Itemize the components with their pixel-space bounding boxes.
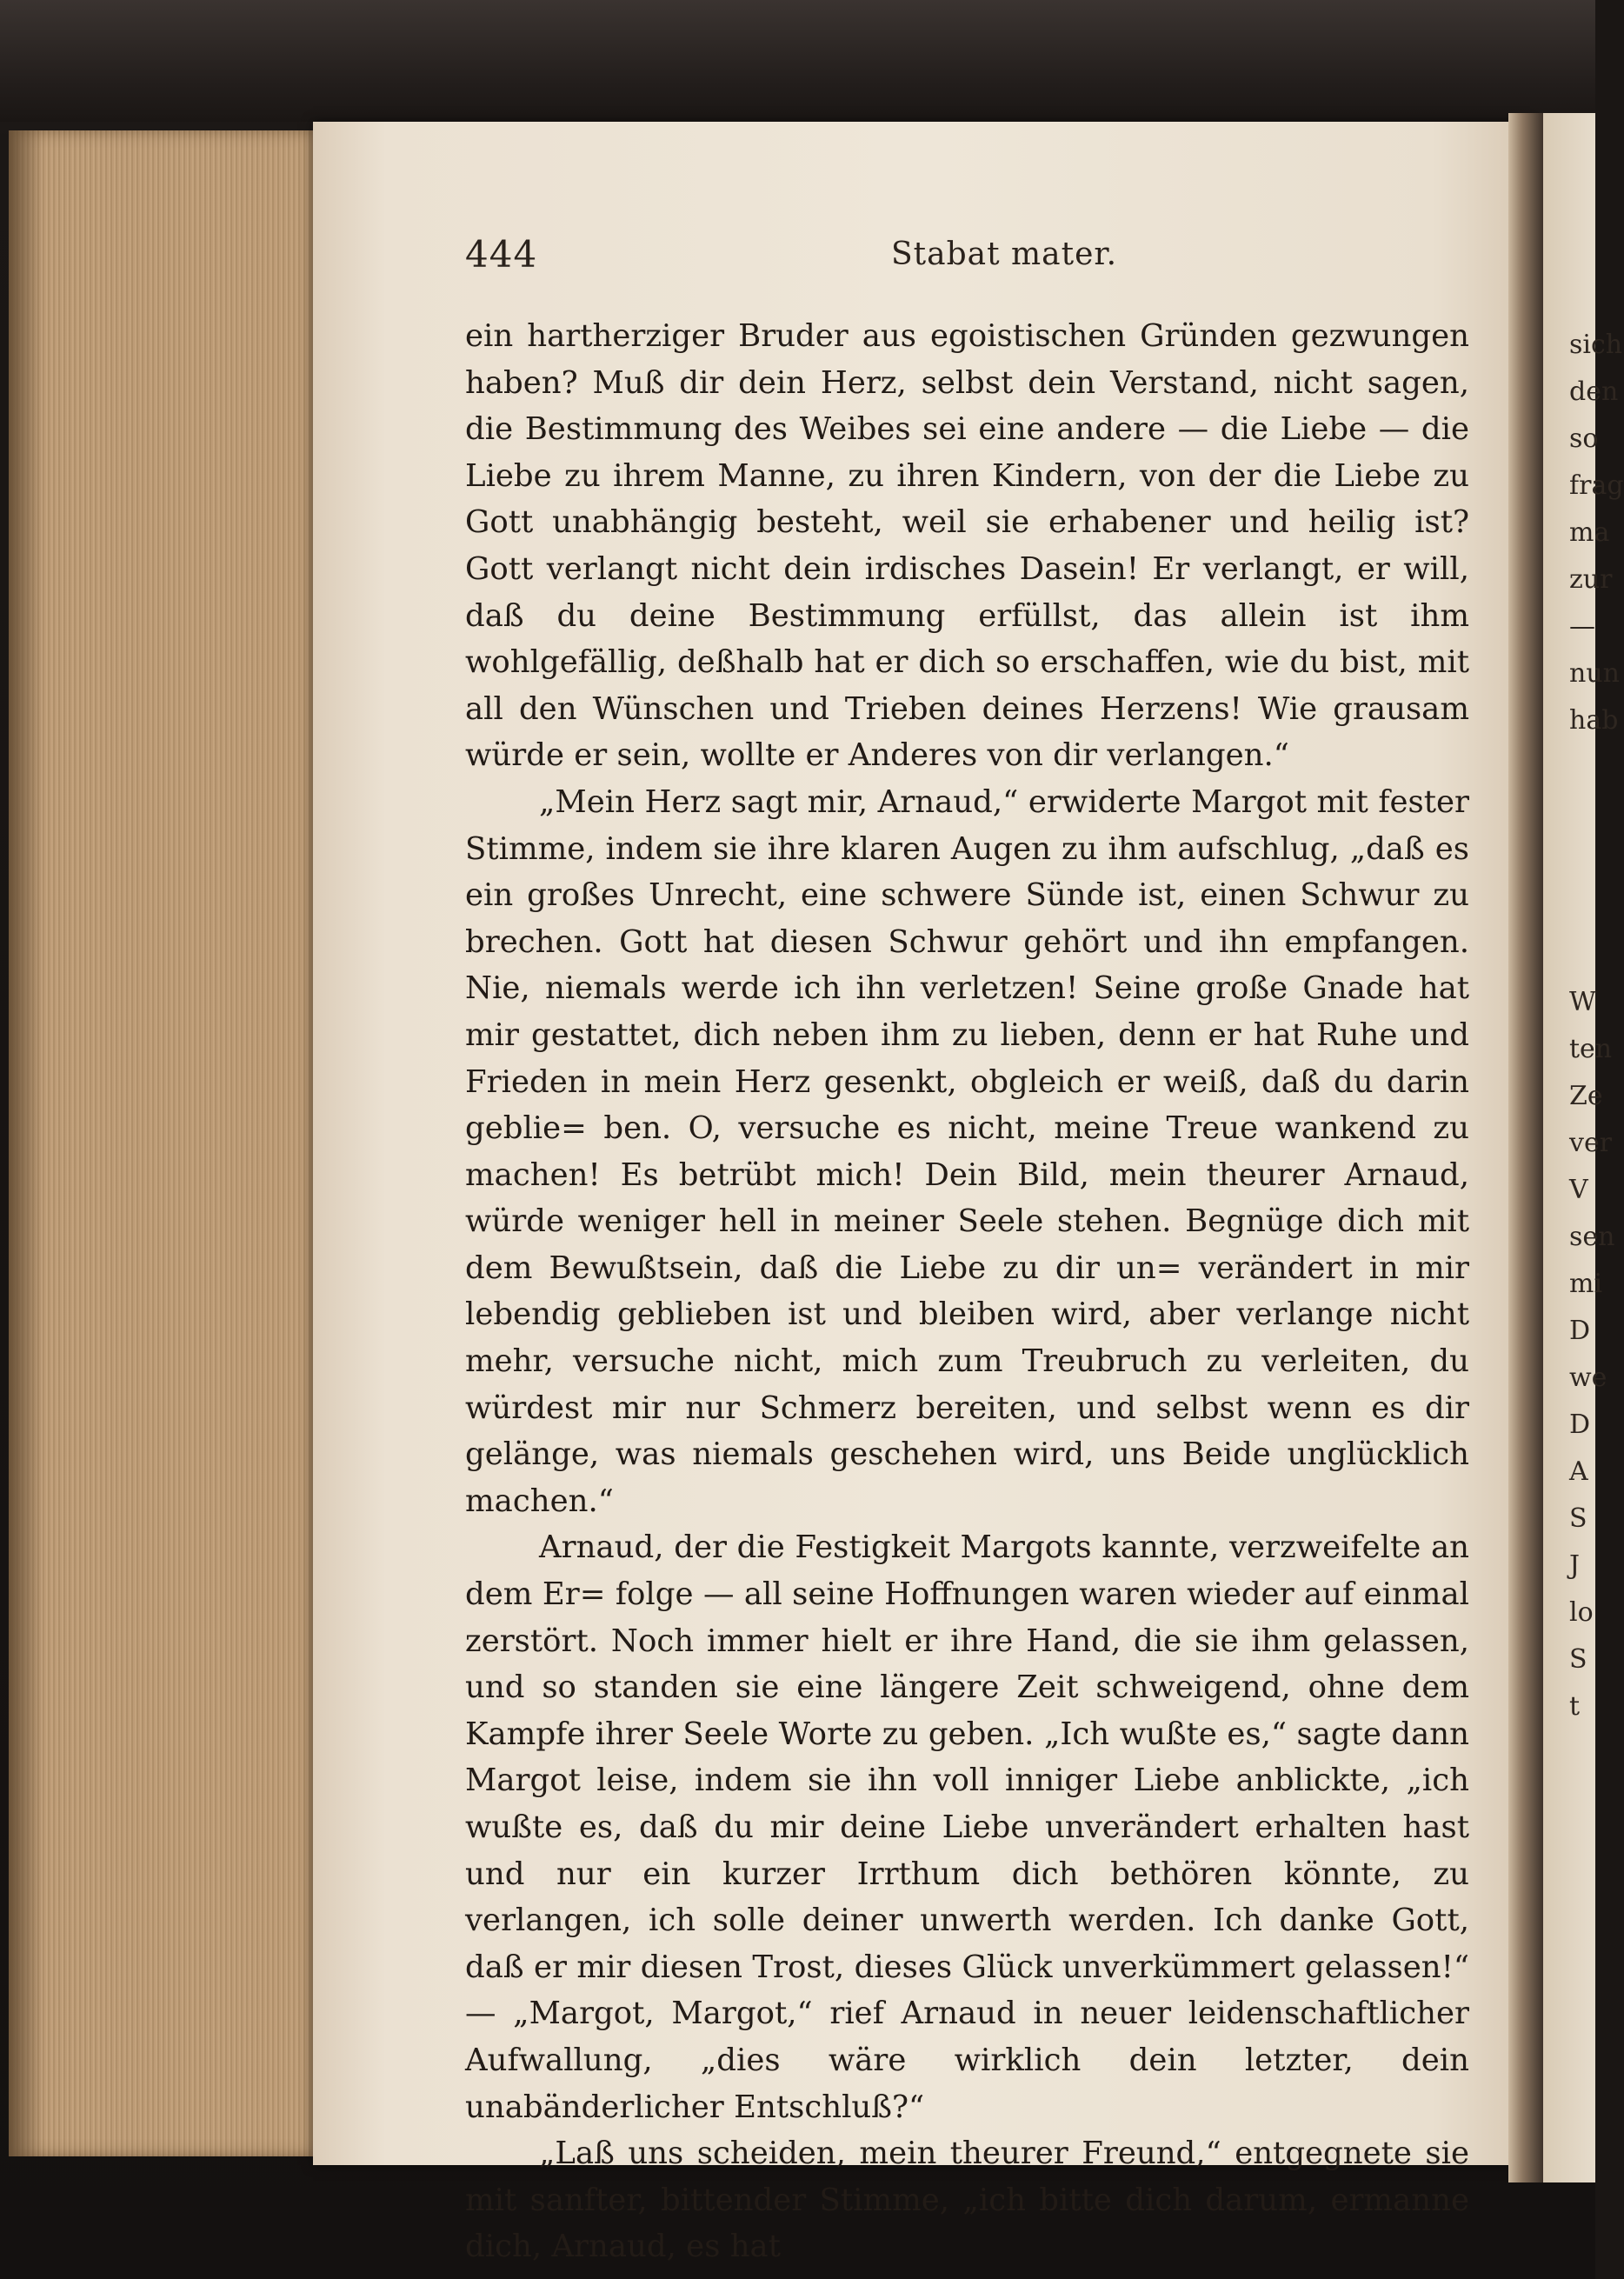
running-title: Stabat mater. bbox=[891, 237, 1118, 272]
paragraph-2: „Mein Herz sagt mir, Arnaud,“ erwiderte Margot mit fester Stimme, indem sie ihre klaren Augen zu ihm aufschlug, „daß es ein großes Unrecht, eine schwere Sünde ist, einen Schwur zu brechen. Gott hat diesen Schwur gehört und ihn empfangen. Nie, niemals werde ich ihn verletzen! Seine große Gnade hat mir gestattet, dich neben ihm zu lieben, denn er hat Ruhe und Frieden in mein Herz gesenkt, obgleich er weiß, daß du darin geblie= ben. O, versuche es nicht, meine Treue wankend zu machen! Es betrübt mich! Dein Bild, mein theurer Arnaud, würde weniger hell in meiner Seele stehen. Begnüge dich mit dem Bewußtsein, daß die Liebe zu dir un= verändert in mir lebendig geblieben ist und bleiben wird, aber verlange nicht mehr, versuche nicht, mich zum Treubruch zu verleiten, du würdest mir nur Schmerz bereiten, und selbst wenn es dir gelänge, was niemals geschehen wird, uns Beide unglücklich machen.“ bbox=[465, 783, 1469, 1519]
paragraph-4: „Laß uns scheiden, mein theurer Freund,“ entgegnete sie mit sanfter, bittender Stimme, „ich bitte dich darum, ermanne dich, Arnaud, es hat bbox=[465, 2136, 1469, 2265]
top-shadow bbox=[0, 0, 1595, 122]
facing-page-text: sich den so frag ma zur — nun hab W ten Ze ver V sen mi D we D A S J lo S t bbox=[1569, 330, 1624, 1722]
book-gutter bbox=[1508, 113, 1543, 2182]
page-number: 444 bbox=[465, 233, 538, 276]
book-page-edges bbox=[9, 130, 322, 2156]
paragraph-1: ein hartherziger Bruder aus egoistischen Gründen gezwungen haben? Muß dir dein Herz, selbst dein Verstand, nicht sagen, die Bestimmung des Weibes sei eine andere — die Liebe — die Liebe zu ihrem Manne, zu ihren Kindern, von der die Liebe zu Gott unabhängig besteht, weil sie erhabener und heilig ist? Gott verlangt nicht dein irdisches Dasein! Er verlangt, er will, daß du deine Bestimmung erfüllst, das allein ist ihm wohlgefällig, deßhalb hat er dich so erschaffen, wie du bist, mit all den Wünschen und Trieben deines Herzens! Wie grausam würde er sein, wollte er Anderes von dir verlangen.“ bbox=[465, 318, 1469, 774]
book-spine-shadow bbox=[9, 130, 43, 2156]
body-text bbox=[465, 313, 1469, 2270]
paragraph-3: Arnaud, der die Festigkeit Margots kannte, verzweifelte an dem Er= folge — all seine Hoffnungen waren wieder auf einmal zerstört. Noch immer hielt er ihre Hand, die sie ihm gelassen, und so standen sie eine längere Zeit schweigend, ohne dem Kampfe ihrer Seele Worte zu geben. „Ich wußte es,“ sagte dann Margot leise, indem sie ihn voll inniger Liebe anblickte, „ich wußte es, daß du mir deine Liebe unverändert erhalten hast und nur ein kurzer Irrthum dich bethören könnte, zu verlangen, ich solle deiner unwerth werden. Ich danke Gott, daß er mir diesen Trost, dieses Glück unverkümmert gelassen!“ — „Margot, Margot,“ rief Arnaud in neuer leidenschaftlicher Aufwallung, „dies wäre wirklich dein letzter, dein unabänderlicher Entschluß?“ bbox=[465, 1529, 1469, 2125]
page-header bbox=[465, 233, 1469, 285]
